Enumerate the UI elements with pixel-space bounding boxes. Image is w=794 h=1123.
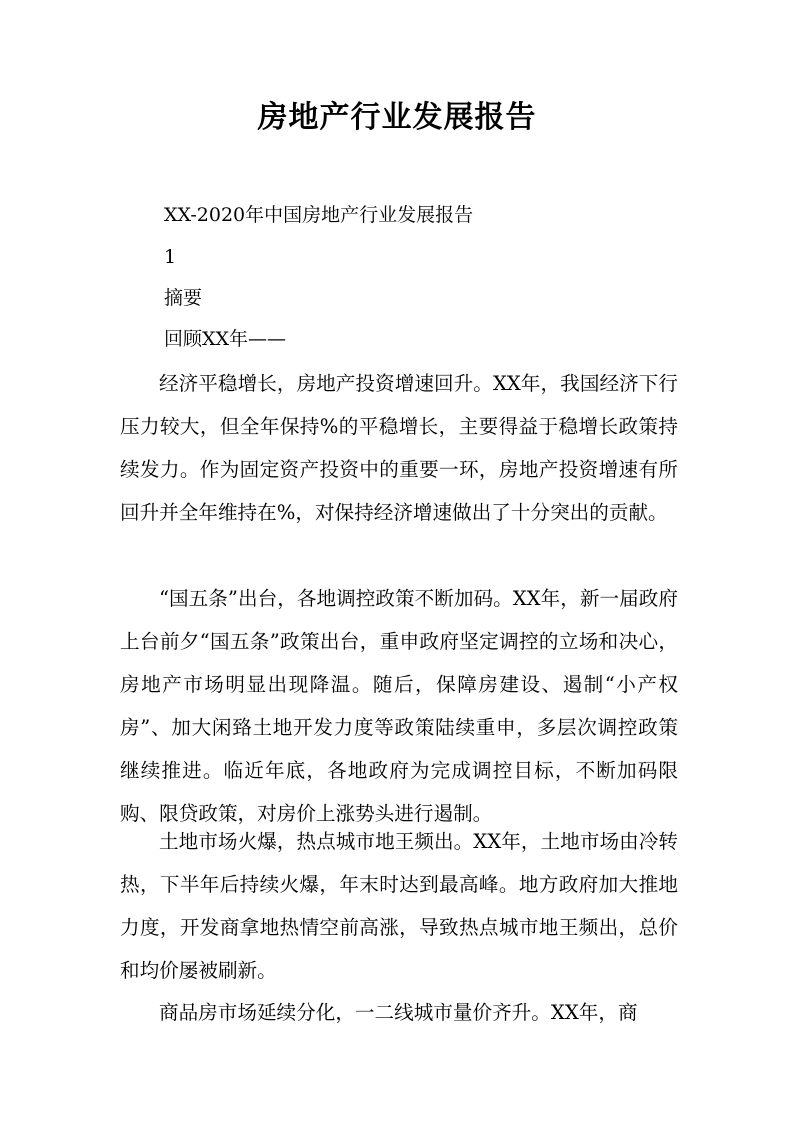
paragraph-policy: “国五条”出台，各地调控政策不断加码。XX年，新一届政府上台前夕“国五条”政策出台，重申政府坚定调控的立场和决心，房地产市场明显出现降温。随后，保障房建设、遏制“小产权房”、加大闲臵土地开发力度等政策陆续重申，多层次调控政策继续推进。临近年底，各地政府为完成调控目标，不断加码限购、限贷政策，对房价上涨势头进行遏制。 [120, 587, 678, 825]
abstract-label: 摘要 [164, 287, 203, 309]
paragraph-housing-market: 商品房市场延续分化，一二线城市量价齐升。XX年，商 [159, 1001, 638, 1024]
page-number: 1 [164, 246, 177, 268]
paragraph-land-market: 土地市场火爆，热点城市地王频出。XX年，土地市场由冷转热，下半年后持续火爆，年末时达到最高峰。地方政府加大推地力度，开发商拿地热情空前高涨，导致热点城市地王频出，总价和均价屡被刷新。 [120, 830, 678, 982]
document-title: 房地产行业发展报告 [257, 100, 537, 135]
paragraph-economy: 经济平稳增长，房地产投资增速回升。XX年，我国经济下行压力较大，但全年保持%的平稳增长，主要得益于稳增长政策持续发力。作为固定资产投资中的重要一环，房地产投资增速有所回升并全年维持在%，对保持经济增速做出了十分突出的贡献。 [120, 372, 678, 524]
document-subtitle: XX-2020年中国房地产行业发展报告 [164, 204, 474, 226]
review-heading: 回顾XX年—— [164, 328, 287, 350]
